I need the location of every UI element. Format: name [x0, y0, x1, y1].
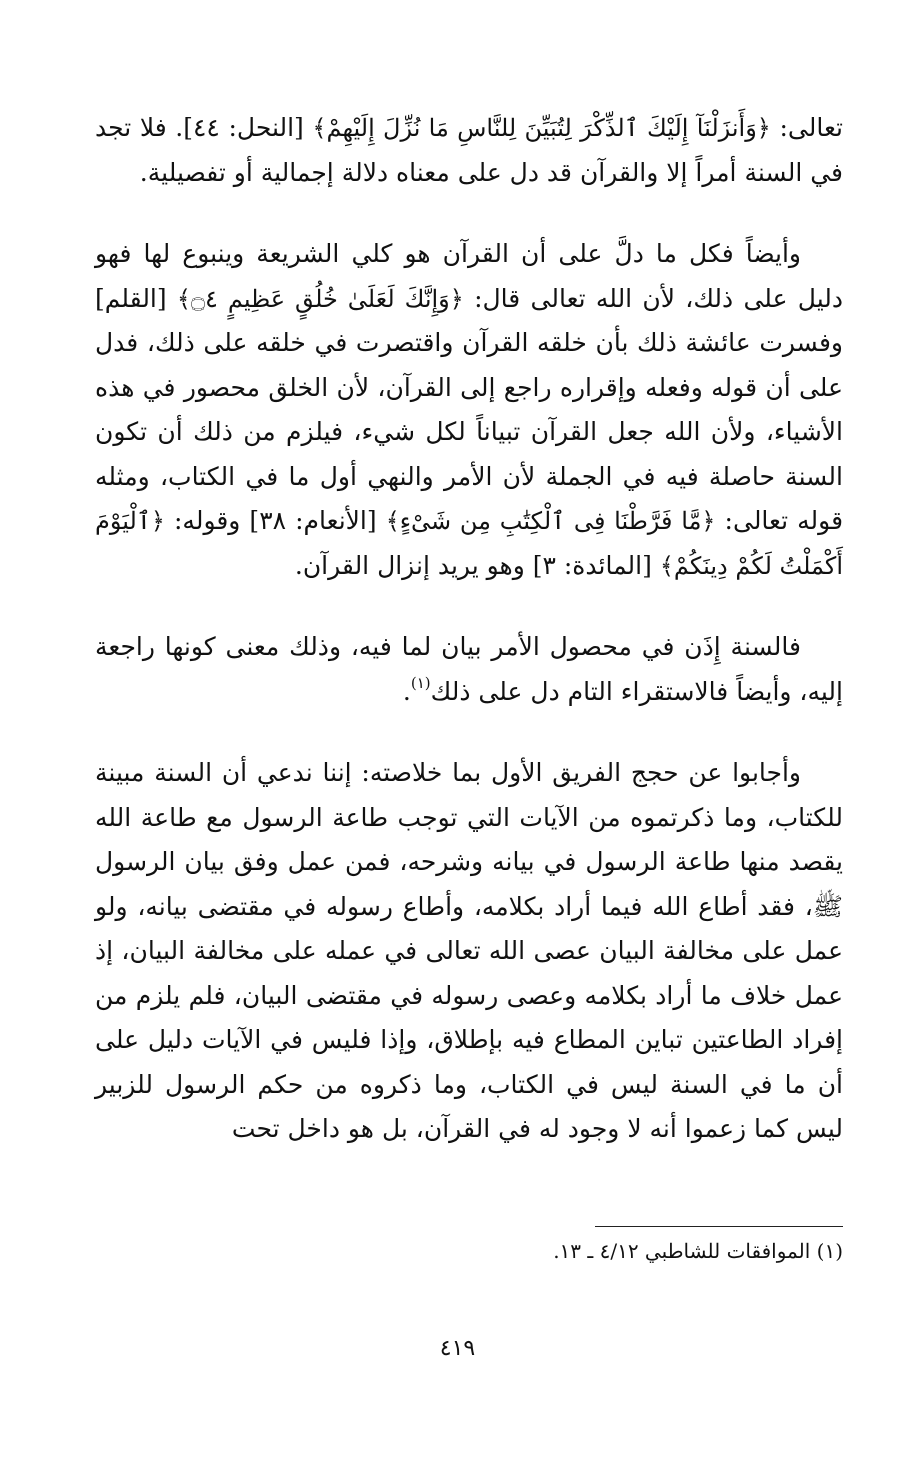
p2-text-1: وأيضاً فكل ما دلَّ على أن القرآن هو كلي الشريعة وينبوع لها فهو دليل على ذلك، لأن الله تعالى قال:	[95, 239, 843, 313]
p2-text-2: [القلم] وفسرت عائشة ذلك بأن خلقه القرآن واقتصرت في خلقه على ذلك، فدل على أن قوله وفعله وإقراره راجع إلى القرآن، لأن الخلق محصور في هذه الأشياء، ولأن الله جعل القرآن تبياناً لكل شيء، فيلزم من ذلك أن تكون السنة حاصلة فيه في الجملة لأن الأمر والنهي أول ما في الكتاب، ومثله قوله تعالى:	[95, 283, 844, 535]
p3-text-2: .	[402, 676, 411, 706]
footnote-reference[interactable]: (١)	[410, 674, 431, 693]
page-number: ٤١٩	[439, 1336, 476, 1361]
paragraph-4	[95, 751, 843, 1152]
paragraph-1	[95, 106, 843, 195]
footnote-separator	[595, 1226, 843, 1227]
p1-quran-verse-1: ﴿وَأَنزَلْنَآ إِلَيْكَ ٱلذِّكْرَ لِتُبَيِّنَ لِلنَّاسِ مَا نُزِّلَ إِلَيْهِمْ﴾	[312, 114, 771, 142]
p1-text-1: تعالى:	[770, 113, 843, 142]
page-body	[95, 100, 843, 1152]
p2-text-4: [المائدة: ٣] وهو يريد إنزال القرآن.	[294, 550, 660, 580]
p1-text-2: [النحل: ٤٤]. فلا تجد في السنة أمراً إلا والقرآن قد دل على معناه دلالة إجمالية أو تفصيلية.	[95, 113, 843, 187]
p2-text-3: [الأنعام: ٣٨] وقوله:	[164, 506, 386, 535]
p3-text-1: فالسنة إِذَن في محصول الأمر بيان لما فيه، وذلك معنى كونها راجعة إليه، وأيضاً فالاستقراء التام دل على ذلك	[95, 632, 843, 706]
p2-quran-verse-1: ﴿وَإِنَّكَ لَعَلَىٰ خُلُقٍ عَظِيمٍ ۝٤﴾	[176, 284, 464, 313]
footnote: (١) الموافقات للشاطبي ٤/١٢ ـ ١٣.	[553, 1239, 843, 1263]
p2-quran-verse-2: ﴿مَّا فَرَّطْنَا فِى ٱلْكِتَٰبِ مِن شَىْءٍ﴾	[385, 507, 716, 535]
paragraph-2	[95, 232, 843, 588]
paragraph-3	[95, 625, 843, 714]
p2-quran-verse-3: ﴿ٱلْيَوْمَ أَكْمَلْتُ لَكُمْ دِينَكُمْ﴾	[95, 507, 843, 580]
p4-text-1: وأجابوا عن حجج الفريق الأول بما خلاصته: إننا ندعي أن السنة مبينة للكتاب، وما ذكرتموه من الآيات التي توجب طاعة الرسول مع طاعة الله يقصد منها طاعة الرسول في بيانه وشرحه، فمن عمل وفق بيان الرسول ﷺ، فقد أطاع الله فيما أراد بكلامه، وأطاع رسوله في مقتضى بيانه، ولو عمل على مخالفة البيان عصى الله تعالى في عمله على مخالفة البيان، إذ عمل خلاف ما أراد بكلامه وعصى رسوله في مقتضى البيان، فلم يلزم من إفراد الطاعتين تباين المطاع فيه بإطلاق، وإذا فليس في الآيات دليل على أن ما في السنة ليس في الكتاب، وما ذكروه من حكم الرسول للزبير ليس كما زعموا أنه لا وجود له في القرآن، بل هو داخل تحت	[95, 758, 843, 1143]
